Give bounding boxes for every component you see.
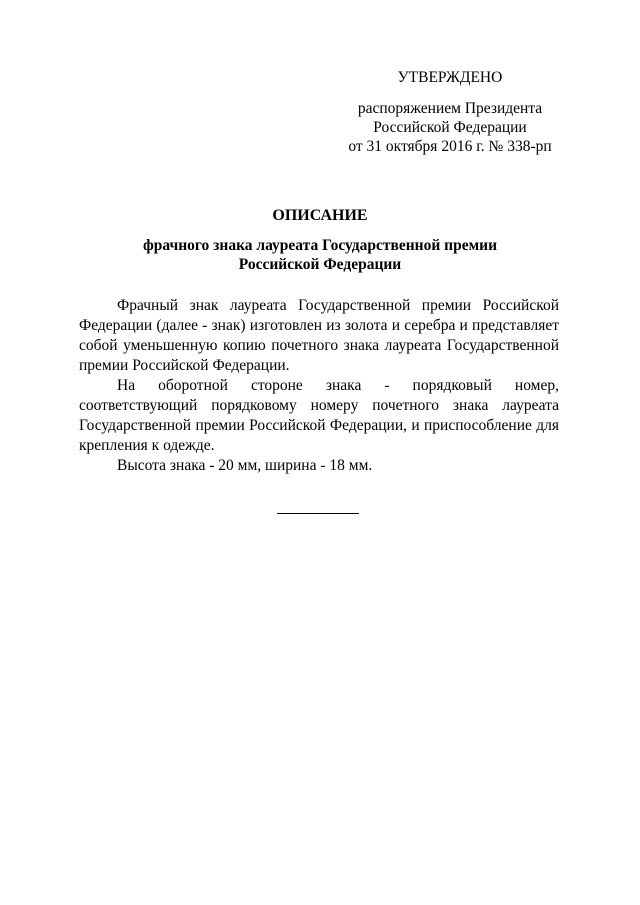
body-text	[79, 296, 559, 476]
closing-divider	[277, 513, 359, 514]
paragraph-reverse-side: На оборотной стороне знака - порядковый номер, соответствующий порядковому номеру почетного знака лауреата Государственной премии Российской Федерации, и приспособление для крепления к одежде.	[79, 377, 559, 454]
heading-block	[70, 206, 570, 274]
approved-label: УТВЕРЖДЕНО	[397, 69, 503, 86]
paragraph-dimensions: Высота знака - 20 мм, ширина - 18 мм.	[117, 457, 373, 474]
document-subtitle-line-2: Российской Федерации	[238, 256, 402, 273]
approval-stamp-block	[330, 68, 570, 156]
approval-line-date-number: от 31 октября 2016 г. № 338-рп	[348, 138, 552, 155]
paragraph-description: Фрачный знак лауреата Государственной премии Российской Федерации (далее - знак) изготовлен из золота и серебра и представляет собой уменьшенную копию почетного знака лауреата Государственной премии Российской Федерации.	[79, 297, 559, 374]
document-subtitle-line-1: фрачного знака лауреата Государственной премии	[142, 237, 497, 254]
approval-line-country: Российской Федерации	[373, 119, 527, 136]
approval-line-order: распоряжением Президента	[357, 100, 543, 117]
document-title: ОПИСАНИЕ	[272, 207, 368, 224]
